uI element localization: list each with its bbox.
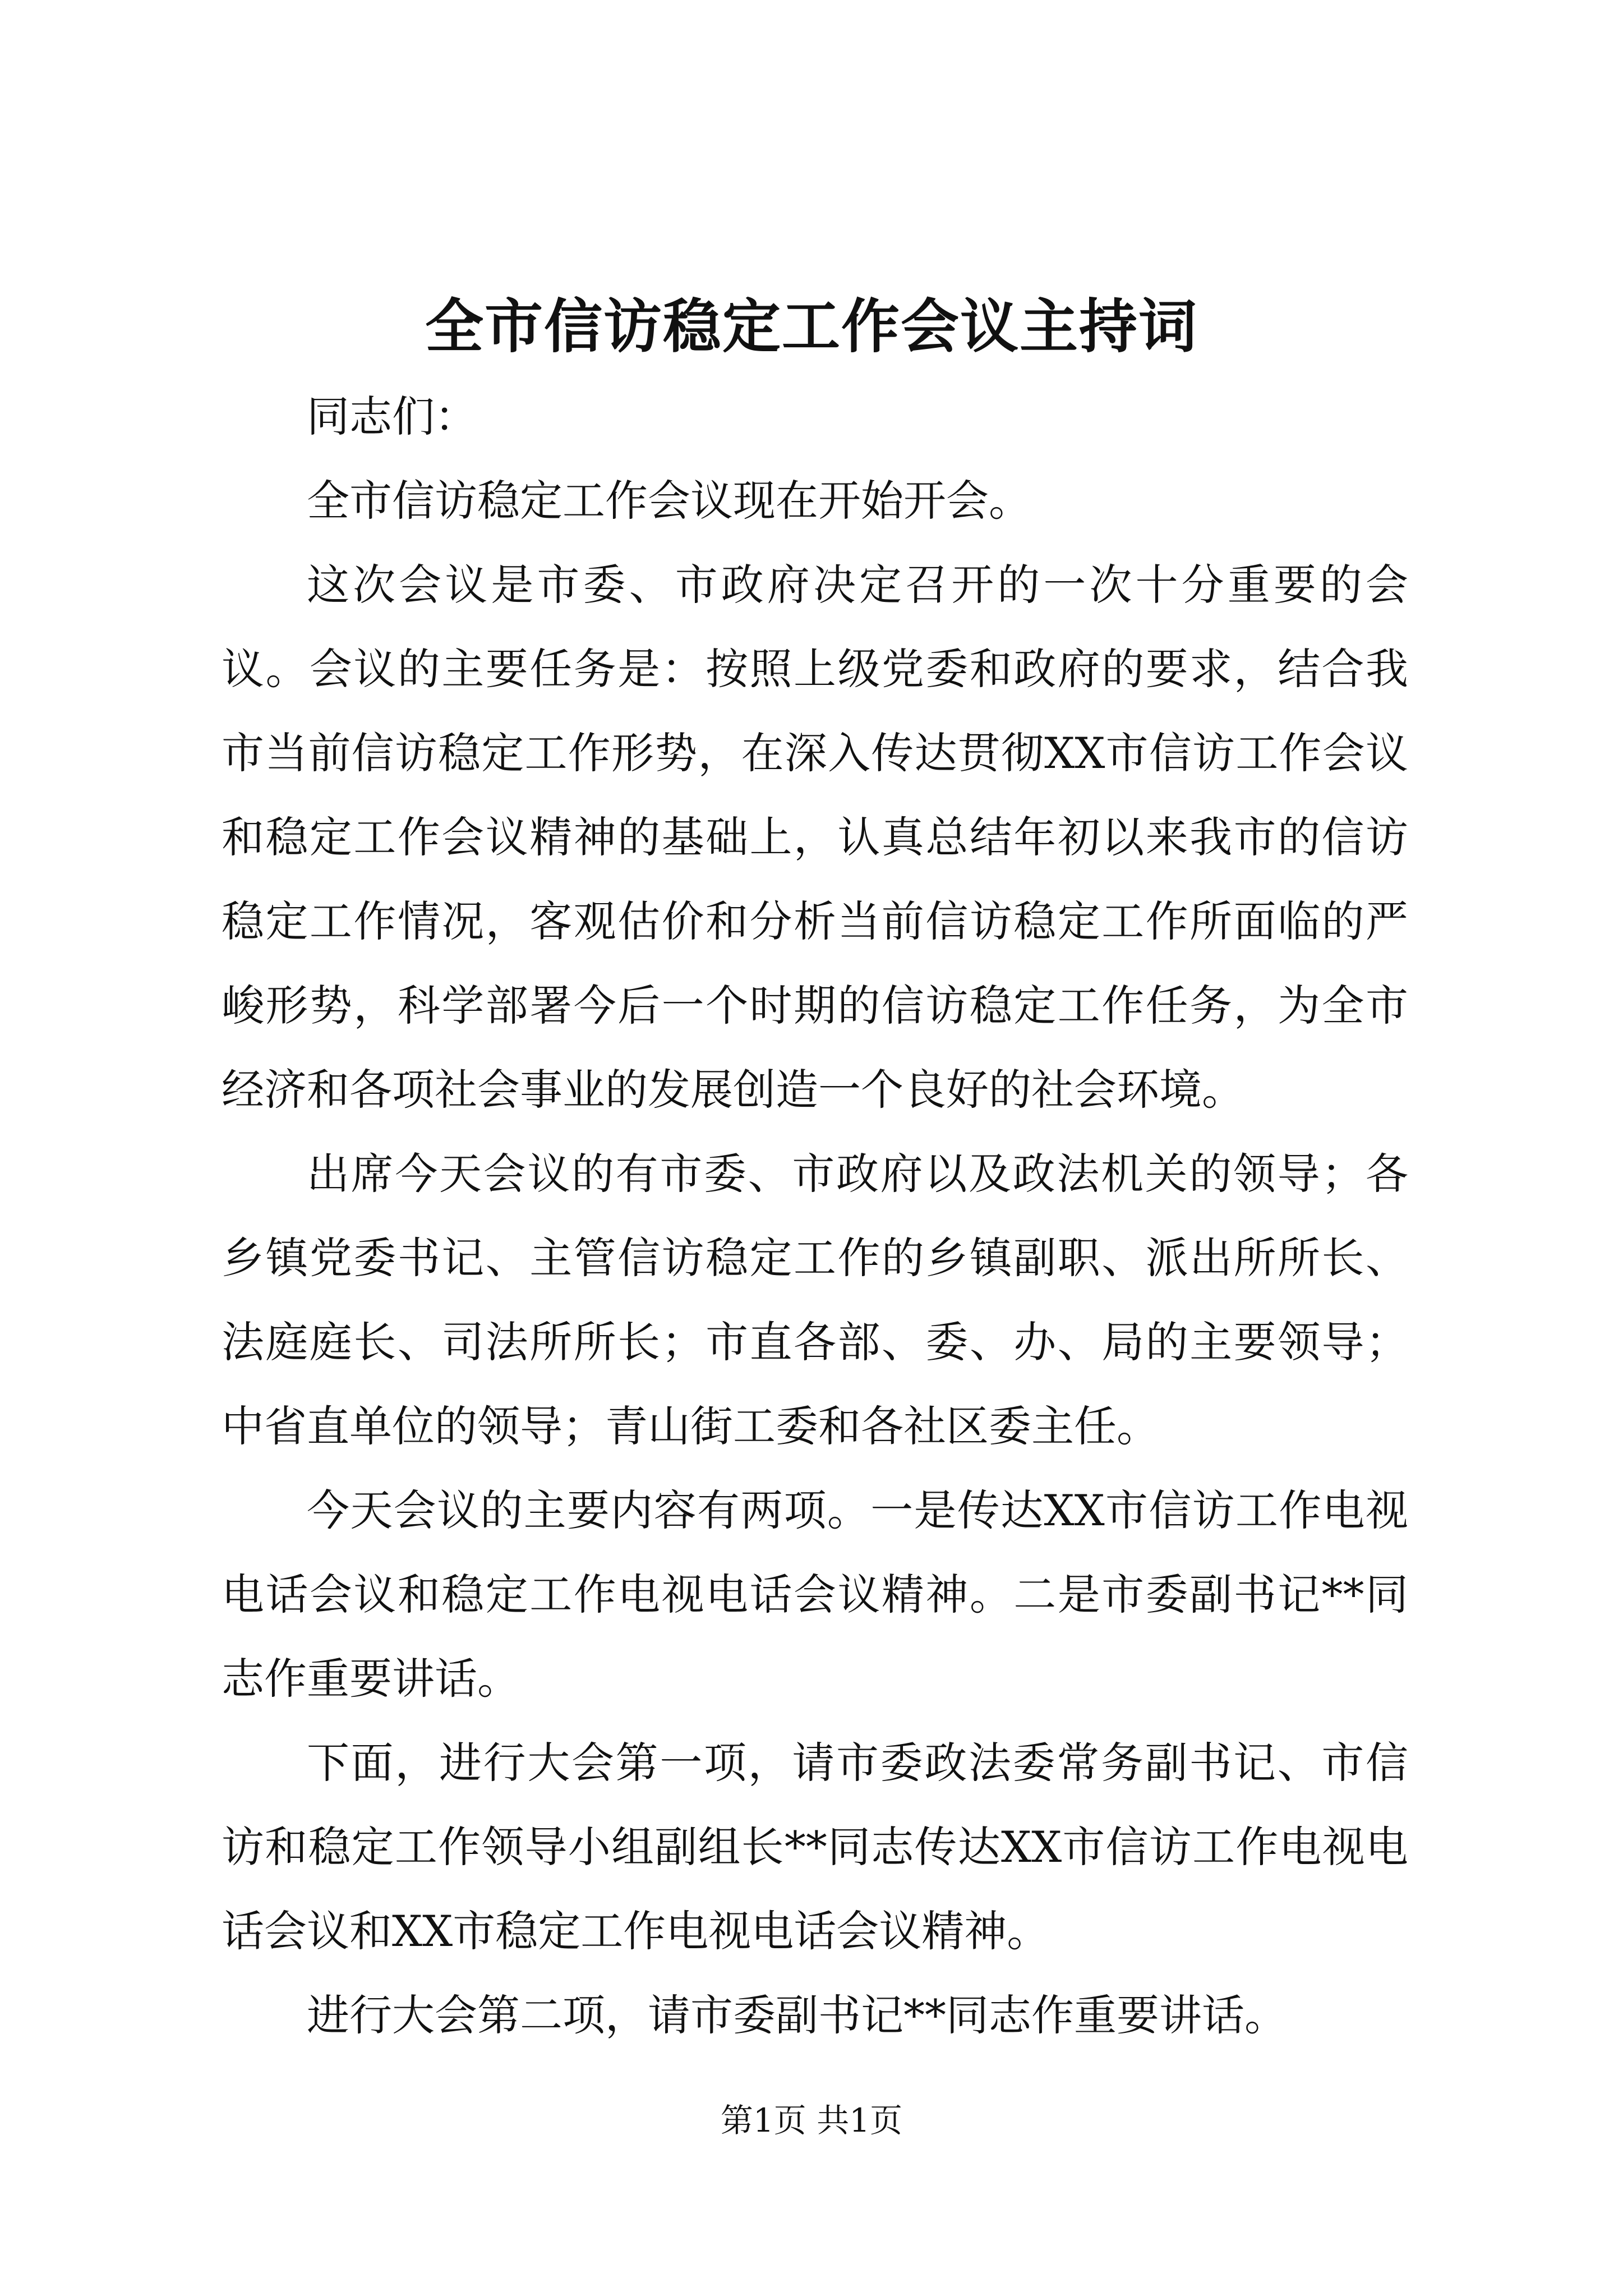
paragraph-meeting-purpose: 这次会议是市委、市政府决定召开的一次十分重要的会议。会议的主要任务是：按照上级党委和政府的要求，结合我市当前信访稳定工作形势，在深入传达贯彻XX市信访工作会议和稳定工作会议精神的基础上，认真总结年初以来我市的信访稳定工作情况，客观估价和分析当前信访稳定工作所面临的严峻形势，科学部署今后一个时期的信访稳定工作任务，为全市经济和各项社会事业的发展创造一个良好的社会环境。 [222, 560, 1408, 1115]
document-title: 全市信访稳定工作会议主持词 [425, 292, 1198, 361]
paragraph-attendees: 出席今天会议的有市委、市政府以及政法机关的领导；各乡镇党委书记、主管信访稳定工作的乡镇副职、派出所所长、法庭庭长、司法所所长；市直各部、委、办、局的主要领导；中省直单位的领导；青山街工委和各社区委主任。 [222, 1149, 1408, 1451]
document-body [222, 375, 1408, 2058]
paragraph-item-two: 进行大会第二项，请市委副书记**同志作重要讲话。 [307, 1990, 1287, 2040]
paragraph-salutation: 同志们： [307, 392, 477, 441]
paragraph-agenda: 今天会议的主要内容有两项。一是传达XX市信访工作电视电话会议和稳定工作电视电话会议精神。二是市委副书记**同志作重要讲话。 [222, 1485, 1408, 1704]
paragraph-item-one: 下面，进行大会第一项，请市委政法委常务副书记、市信访和稳定工作领导小组副组长**同志传达XX市信访工作电视电话会议和XX市稳定工作电视电话会议精神。 [222, 1738, 1408, 1956]
paragraph-opening: 全市信访稳定工作会议现在开始开会。 [307, 476, 1031, 526]
page-number-footer: 第1页 共1页 [720, 2101, 903, 2139]
